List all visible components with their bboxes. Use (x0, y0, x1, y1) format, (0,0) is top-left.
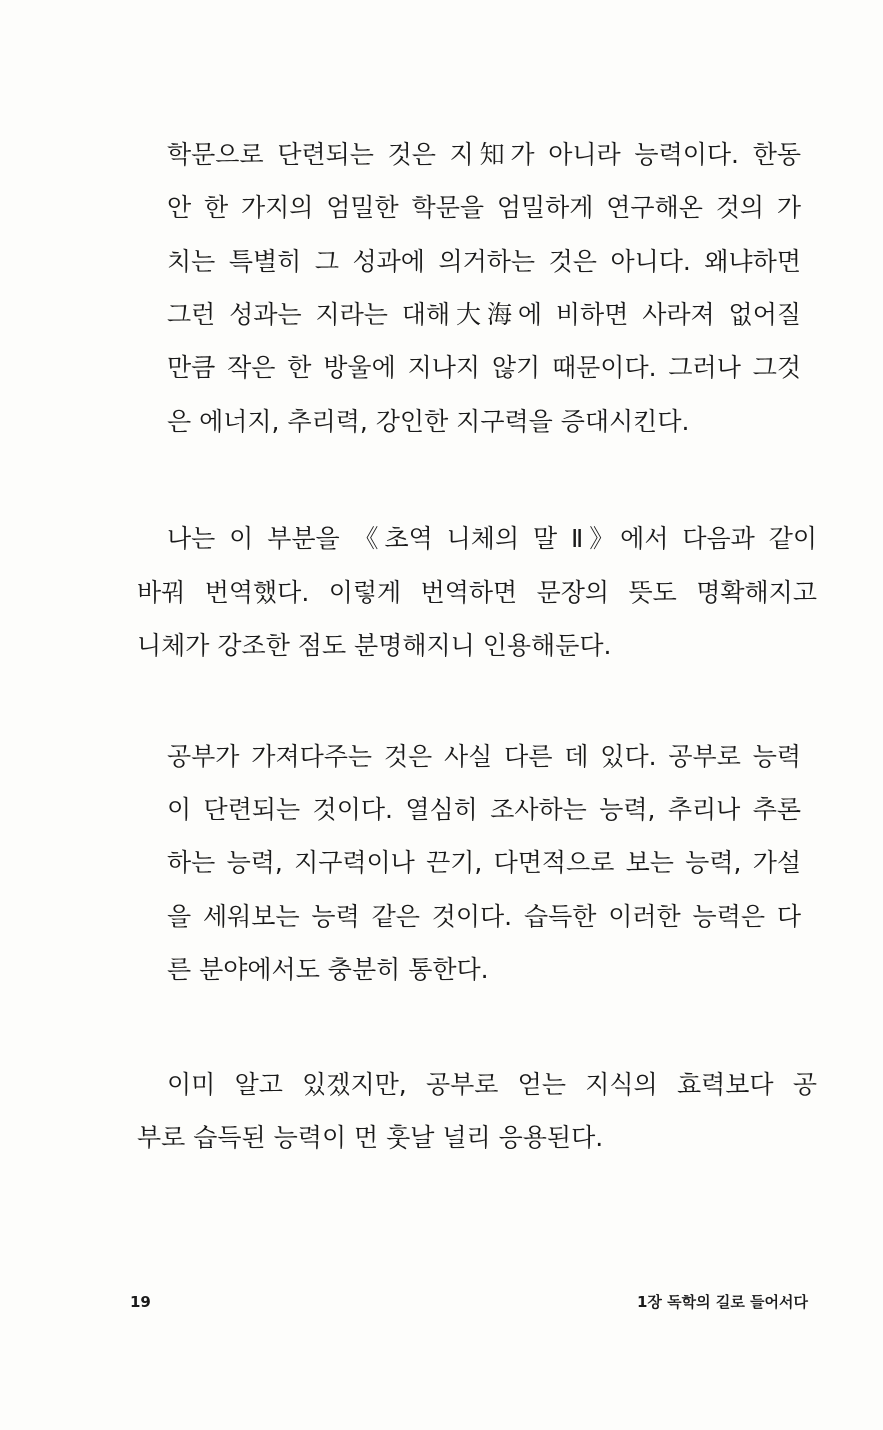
text-line: 부로 습득된 능력이 먼 훗날 널리 응용된다. (137, 1123, 604, 1152)
text-line: 이미 알고 있겠지만, 공부로 얻는 지식의 효력보다 공 (167, 1070, 817, 1099)
text-line: 공부가 가져다주는 것은 사실 다른 데 있다. 공부로 능력 (167, 742, 801, 771)
text-line: 하는 능력, 지구력이나 끈기, 다면적으로 보는 능력, 가설 (167, 848, 801, 877)
text-line: 은 에너지, 추리력, 강인한 지구력을 증대시킨다. (167, 407, 690, 436)
text-line: 을 세워보는 능력 같은 것이다. 습득한 이러한 능력은 다 (167, 902, 801, 931)
text-line: 만큼 작은 한 방울에 지나지 않기 때문이다. 그러나 그것 (167, 353, 801, 382)
text-line: 학문으로 단련되는 것은 지知가 아니라 능력이다. 한동 (167, 140, 801, 169)
text-line: 안 한 가지의 엄밀한 학문을 엄밀하게 연구해온 것의 가 (167, 193, 801, 222)
running-chapter-title: 1장 독학의 길로 들어서다 (636, 1293, 808, 1311)
text-line: 니체가 강조한 점도 분명해지니 인용해둔다. (137, 631, 612, 660)
text-line: 이 단련되는 것이다. 열심히 조사하는 능력, 추리나 추론 (167, 795, 801, 824)
text-line: 나는 이 부분을 《초역 니체의 말 Ⅱ》에서 다음과 같이 (167, 524, 817, 553)
text-line: 바꿔 번역했다. 이렇게 번역하면 문장의 뜻도 명확해지고 (137, 578, 817, 607)
page-number: 19 (130, 1293, 151, 1311)
text-line: 치는 특별히 그 성과에 의거하는 것은 아니다. 왜냐하면 (167, 247, 801, 276)
text-line: 른 분야에서도 충분히 통한다. (167, 955, 489, 984)
text-line: 그런 성과는 지라는 대해大海에 비하면 사라져 없어질 (167, 300, 801, 329)
